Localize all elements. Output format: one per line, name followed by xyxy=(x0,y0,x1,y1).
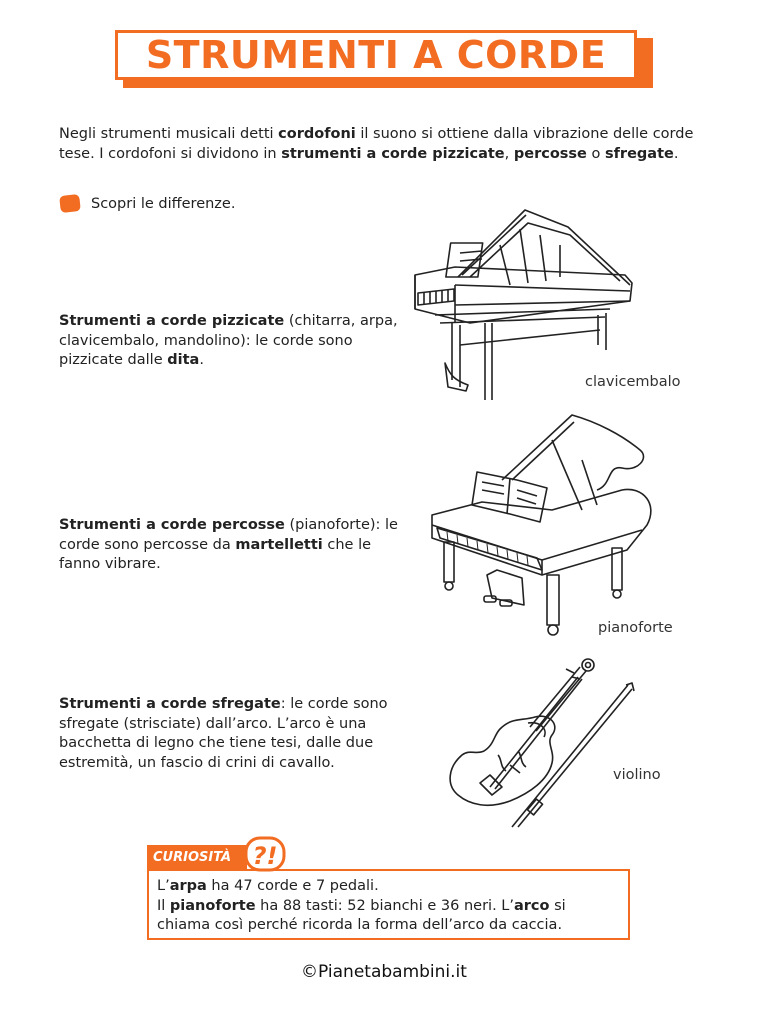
exclamation-question-icon xyxy=(244,836,286,872)
sfregate-heading: Strumenti a corde sfregate xyxy=(59,696,281,712)
percosse-heading: Strumenti a corde percosse xyxy=(59,517,285,533)
curiosity-bold: pianoforte xyxy=(169,897,256,914)
pizzicate-text: . xyxy=(199,352,204,368)
discover-text: Scopri le differenze. xyxy=(91,196,236,212)
curiosity-text: ha 88 tasti: 52 bianchi e 36 neri. L’ xyxy=(255,897,514,914)
curiosity-label: CURIOSITÀ xyxy=(153,850,232,865)
percosse-text: che le fanno vibrare. xyxy=(59,536,372,572)
intro-bold: strumenti a corde pizzicate xyxy=(281,145,505,162)
title-box xyxy=(115,30,637,80)
harpsichord-caption: clavicembalo xyxy=(585,374,681,390)
pizzicate-text: (chitarra, arpa, clavicembalo, mandolino): le corde sono pizzicate dalle xyxy=(59,313,398,368)
curiosity-line-2 xyxy=(157,897,620,936)
intro-bold: sfregate xyxy=(604,145,674,162)
pizzicate-paragraph xyxy=(59,312,404,371)
curiosity-icon-text: ?! xyxy=(252,842,278,870)
intro-text: , xyxy=(504,145,514,162)
percosse-text: (pianoforte): le corde sono percosse da xyxy=(59,517,398,553)
pizzicate-heading: Strumenti a corde pizzicate xyxy=(59,313,285,329)
bullet-icon xyxy=(59,194,81,213)
curiosity-text: si chiama così perché ricorda la forma dell’arco da caccia. xyxy=(157,897,566,933)
percosse-bold: martelletti xyxy=(235,536,323,553)
percosse-paragraph xyxy=(59,516,404,575)
piano-illustration xyxy=(422,410,662,640)
curiosity-tab xyxy=(147,845,247,871)
violin-caption: violino xyxy=(613,767,661,783)
intro-text: o xyxy=(586,145,605,162)
piano-caption: pianoforte xyxy=(598,620,673,636)
intro-paragraph xyxy=(59,125,709,164)
intro-text: il suono si ottiene dalla vibrazione delle corde tese. I cordofoni si dividono in xyxy=(59,126,694,162)
footer-credit: ©Pianetabambini.it xyxy=(301,962,467,982)
curiosity-bold: arpa xyxy=(169,878,207,894)
curiosity-text: ha 47 corde e 7 pedali. xyxy=(206,878,379,894)
intro-bold: cordofoni xyxy=(278,126,356,142)
curiosity-box xyxy=(147,869,630,940)
curiosity-line-1 xyxy=(157,877,620,897)
violin-illustration xyxy=(440,655,640,835)
sfregate-text: : le corde sono sfregate (strisciate) dall’arco. L’arco è una bacchetta di legno che tiene tesi, dalle due estremità, un fascio di crini di cavallo. xyxy=(59,696,388,771)
intro-bold: percosse xyxy=(513,145,587,162)
intro-text: Negli strumenti musicali detti xyxy=(59,126,279,142)
curiosity-bold: arco xyxy=(513,897,550,914)
pizzicate-bold: dita xyxy=(167,352,200,368)
intro-text: . xyxy=(673,145,679,162)
curiosity-text: Il xyxy=(157,897,170,914)
curiosity-text: L’ xyxy=(157,878,170,894)
page-title: STRUMENTI A CORDE xyxy=(145,33,607,77)
sfregate-paragraph xyxy=(59,695,404,773)
